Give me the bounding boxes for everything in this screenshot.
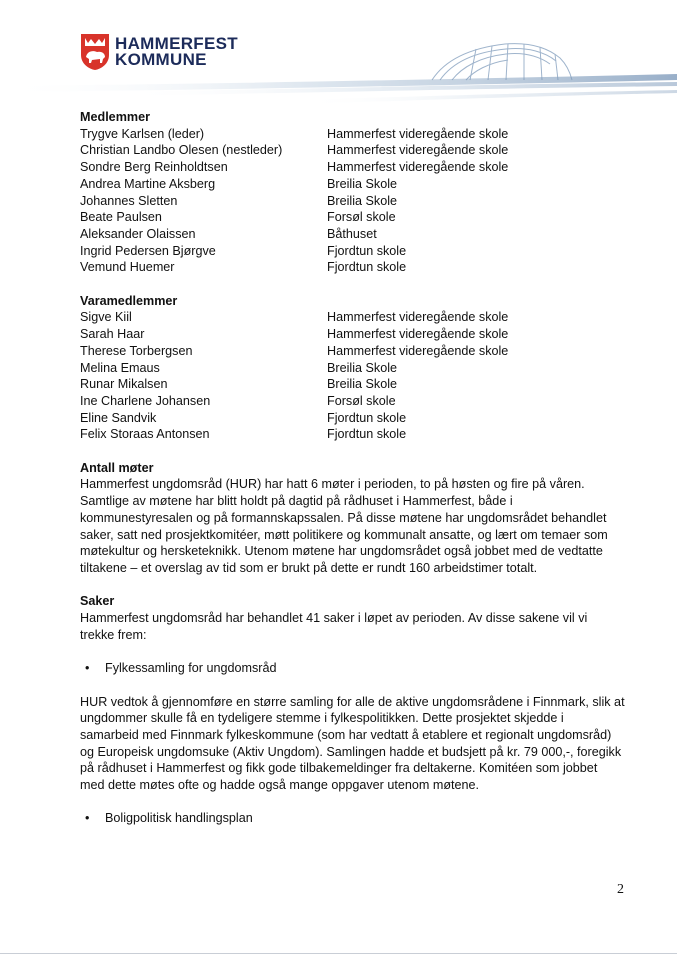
member-row [80,176,625,193]
member-name: Andrea Martine Aksberg [80,176,216,191]
deputy-row [80,360,625,377]
deputy-row [80,376,625,393]
meetings-paragraph: Hammerfest ungdomsråd (HUR) har hatt 6 møter i perioden, to på høsten og fire på våren. Samtlige av møtene har blitt holdt på dagtid på rådhuset i Hammerfest, både i kommunestyresalen og på formannskapssalen. På disse møtene har ungdomsrådet behandlet saker, satt ned prosjektkomitéer, møtt politikere og kommunalt ansatte, og lært om temaer som møtekultur og hersketeknikk. Utenom møtene har ungdomsrådet også jobbet med de vedtatte tiltakene – et overslag av tid som er brukt på dette er rundt 160 arbeidstimer totalt. [80,477,608,575]
cases-list-2 [80,810,625,827]
member-row [80,226,625,243]
cases-heading: Saker [80,594,115,609]
member-school: Forsøl skole [327,210,396,225]
member-school: Hammerfest videregående skole [327,143,509,158]
deputy-school: Hammerfest videregående skole [327,310,509,325]
member-name: Sondre Berg Reinholdtsen [80,160,228,175]
case-bullet-item: • Boligpolitisk handlingsplan [80,810,625,827]
cases-intro: Hammerfest ungdomsråd har behandlet 41 saker i løpet av perioden. Av disse sakene vil vi trekke frem: [80,611,588,642]
deputy-name: Sarah Haar [80,327,145,342]
deputy-school: Forsøl skole [327,393,396,408]
member-school: Hammerfest videregående skole [327,126,509,141]
cases-list-1 [80,660,625,677]
logo-line-2: KOMMUNE [115,50,207,69]
deputy-name: Sigve Kiil [80,310,132,325]
deputy-school: Fjordtun skole [327,427,407,442]
member-row [80,159,625,176]
member-row [80,142,625,159]
members-list [80,126,625,276]
case-bullet-item: • Fylkessamling for ungdomsråd [80,660,625,677]
page-bottom-divider [0,953,677,954]
member-name: Beate Paulsen [80,210,162,225]
member-row [80,259,625,276]
members-heading: Medlemmer [80,110,150,124]
deputy-row [80,393,625,410]
deputy-name: Felix Storaas Antonsen [80,427,210,442]
member-school: Båthuset [327,226,377,241]
member-row [80,193,625,210]
member-row [80,243,625,260]
deputy-name: Eline Sandvik [80,410,157,425]
meetings-heading: Antall møter [80,460,154,475]
member-name: Aleksander Olaissen [80,226,196,241]
member-school: Fjordtun skole [327,260,407,275]
deputy-row [80,326,625,343]
logo-line-1: HAMMERFEST [115,34,238,53]
deputy-name: Melina Emaus [80,360,160,375]
document-body [80,109,625,827]
hammerfest-crest-icon [80,33,110,76]
member-name: Johannes Sletten [80,193,178,208]
deputy-school: Hammerfest videregående skole [327,327,509,342]
deputy-row [80,410,625,427]
member-name: Ingrid Pedersen Bjørgve [80,243,216,258]
deputy-school: Breilia Skole [327,377,397,392]
deputy-row [80,426,625,443]
member-school: Breilia Skole [327,193,397,208]
deputy-school: Breilia Skole [327,360,397,375]
page-number: 2 [617,882,624,897]
deputy-row [80,309,625,326]
member-name: Christian Landbo Olesen (nestleder) [80,143,283,158]
case-paragraph: HUR vedtok å gjennomføre en større samling for alle de aktive ungdomsrådene i Finnmark, slik at ungdommer skulle få en tydeligere stemme i fylkespolitikken. Dette prosjektet skjedde i samarbeid med Finnmark fylkeskommune (som har vedtatt å etablere et regionalt ungdomsråd) og Europeisk ungdomsuke (Aktiv Ungdom). Samlingen hadde et budsjett på kr. 79 000,-, foregikk på rådhuset i Hammerfest og fikk gode tilbakemeldinger fra deltakerne. Komitéen som jobbet med dette møtes ofte og hadde også mange oppgaver utenom møtene. [80,694,625,793]
deputy-row [80,343,625,360]
page-header [0,0,677,110]
deputy-school: Fjordtun skole [327,410,407,425]
member-school: Hammerfest videregående skole [327,160,509,175]
deputy-school: Hammerfest videregående skole [327,343,509,358]
member-name: Vemund Huemer [80,260,175,275]
logo-wordmark [115,36,238,68]
deputy-name: Therese Torbergsen [80,343,193,358]
deputies-heading: Varamedlemmer [80,293,178,308]
member-row [80,209,625,226]
deputy-name: Runar Mikalsen [80,377,168,392]
deputies-list [80,309,625,443]
member-school: Breilia Skole [327,176,397,191]
member-school: Fjordtun skole [327,243,407,258]
member-name: Trygve Karlsen (leder) [80,126,205,141]
deputy-name: Ine Charlene Johansen [80,393,211,408]
member-row [80,126,625,143]
